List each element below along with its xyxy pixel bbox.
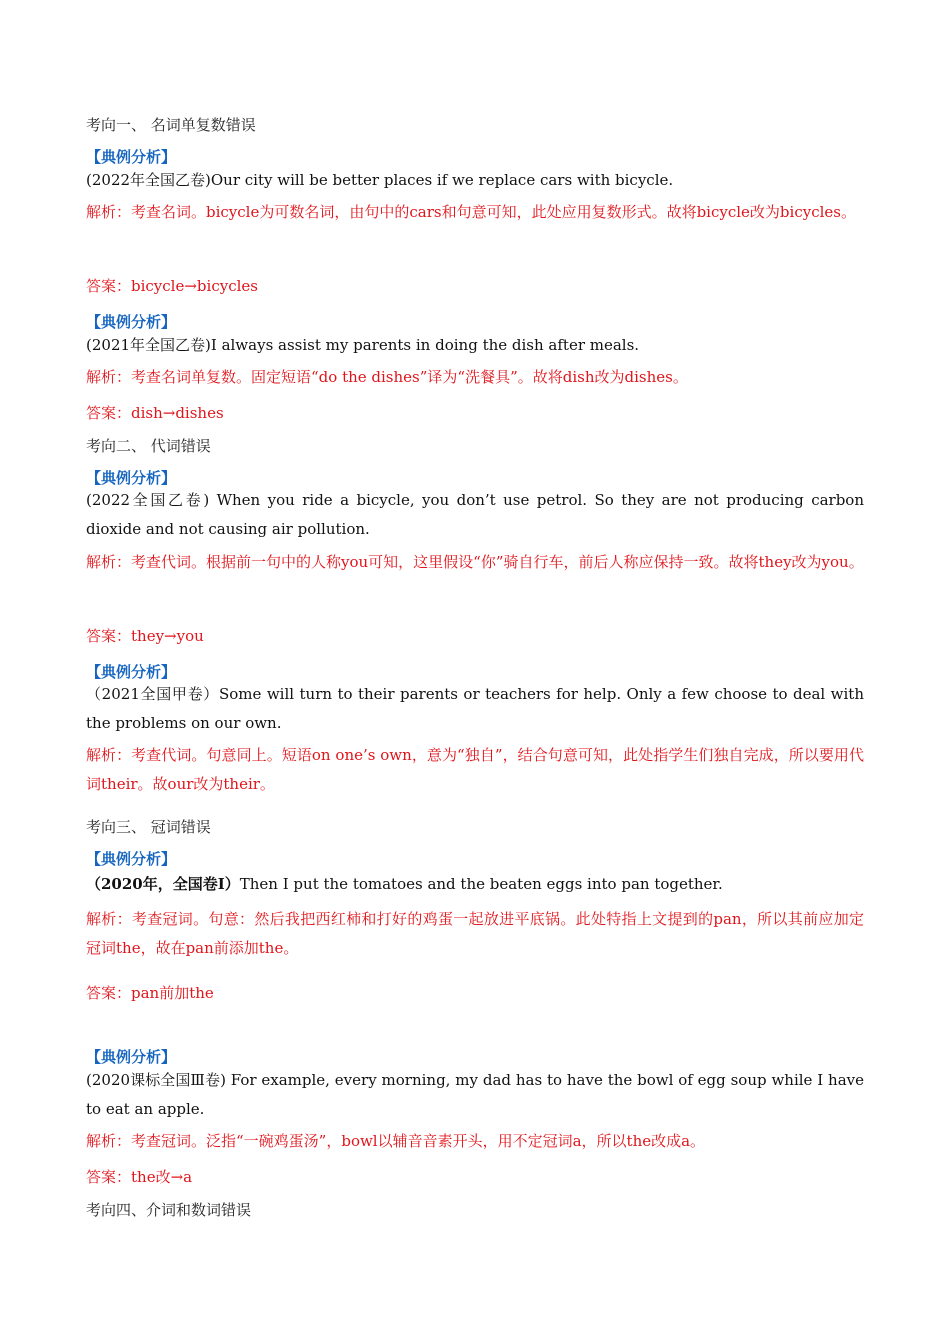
example-question: (2020课标全国Ⅲ卷) For example, every morning, my dad has to have the bowl of egg soup while I have to eat an apple. <box>86 1071 864 1118</box>
question-source: （2020年，全国卷I） <box>86 875 240 893</box>
example-tag: 【典例分析】 <box>86 148 177 166</box>
example-question <box>86 874 864 894</box>
example-analysis: 解析：考查名词单复数。固定短语“do the dishes”译为“洗餐具”。故将dish改为dishes。 <box>86 368 688 386</box>
example-answer: 答案：they→you <box>86 627 204 645</box>
example-analysis: 解析：考查冠词。泛指“一碗鸡蛋汤”，bowl以辅音音素开头，用不定冠词a，所以the改成a。 <box>86 1132 706 1150</box>
example-analysis: 解析：考查冠词。句意：然后我把西红柿和打好的鸡蛋一起放进平底锅。此处特指上文提到的pan，所以其前应加定冠词the，故在pan前添加the。 <box>86 910 864 957</box>
example-tag: 【典例分析】 <box>86 1048 177 1066</box>
section-heading: 考向四、介词和数词错误 <box>86 1201 252 1219</box>
example-question: (2021年全国乙卷)I always assist my parents in doing the dish after meals. <box>86 336 640 354</box>
example-question: （2021全国甲卷）Some will turn to their parents or teachers for help. Only a few choose to deal with the problems on our own. <box>86 685 864 732</box>
question-text: Then I put the tomatoes and the beaten eggs into pan together. <box>239 875 723 893</box>
example-answer: 答案：dish→dishes <box>86 404 224 422</box>
example-answer: 答案：bicycle→bicycles <box>86 277 258 295</box>
section-heading: 考向三、 冠词错误 <box>86 818 211 836</box>
example-analysis: 解析：考查代词。句意同上。短语on one’s own，意为“独自”，结合句意可知，此处指学生们独自完成，所以要用代词their。故our改为their。 <box>86 746 864 793</box>
example-tag: 【典例分析】 <box>86 850 177 868</box>
example-tag: 【典例分析】 <box>86 313 177 331</box>
example-answer: 答案：pan前加the <box>86 984 214 1002</box>
section-heading: 考向一、 名词单复数错误 <box>86 116 256 134</box>
section-heading: 考向二、 代词错误 <box>86 437 211 455</box>
example-question: (2022全国乙卷) When you ride a bicycle, you don’t use petrol. So they are not producing carbon dioxide and not causing air pollution. <box>86 491 864 538</box>
example-tag: 【典例分析】 <box>86 663 177 681</box>
example-question: (2022年全国乙卷)Our city will be better places if we replace cars with bicycle. <box>86 171 674 189</box>
example-answer: 答案：the改→a <box>86 1168 193 1186</box>
example-analysis: 解析：考查代词。根据前一句中的人称you可知，这里假设“你”骑自行车，前后人称应保持一致。故将they改为you。 <box>86 553 864 571</box>
example-tag: 【典例分析】 <box>86 469 177 487</box>
example-analysis: 解析：考查名词。bicycle为可数名词，由句中的cars和句意可知，此处应用复数形式。故将bicycle改为bicycles。 <box>86 203 856 221</box>
